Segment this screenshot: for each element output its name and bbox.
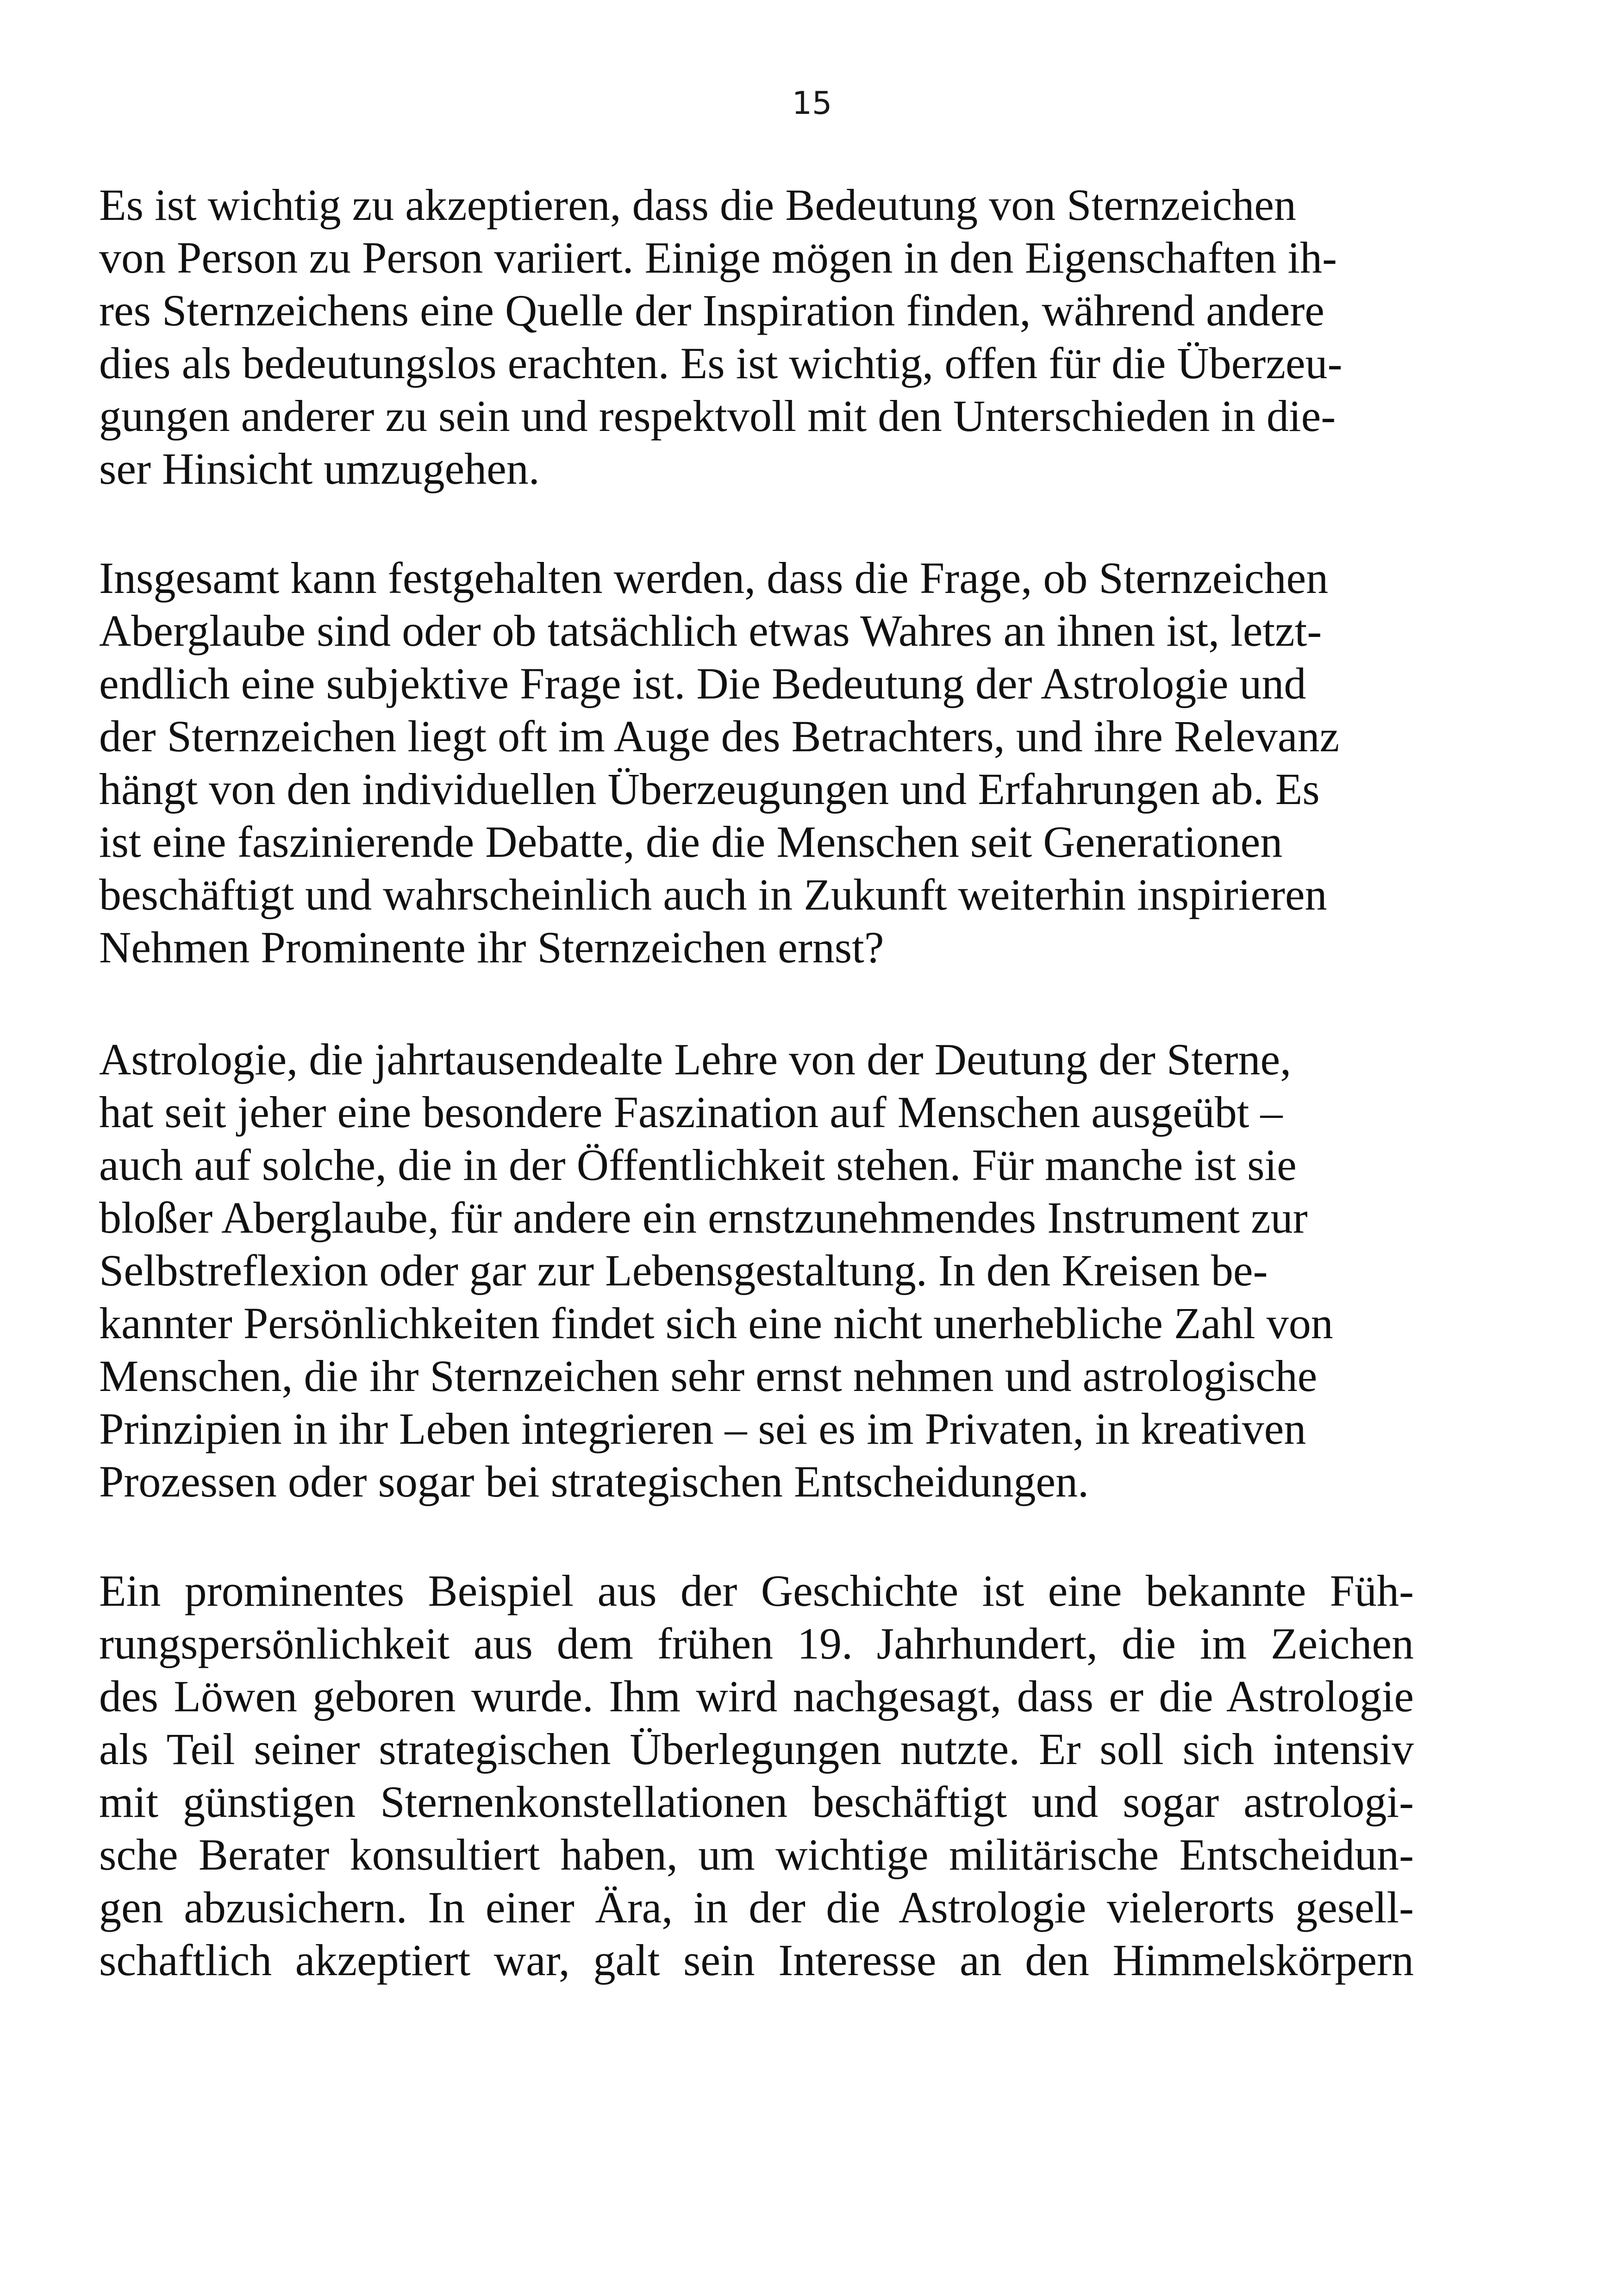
paragraph-3 (99, 1033, 1414, 1508)
text-line: Selbstreflexion oder gar zur Lebensgestaltung. In den Kreisen be- (99, 1246, 1268, 1295)
text-line: der Sternzeichen liegt oft im Auge des Betrachters, und ihre Relevanz (99, 711, 1340, 761)
text-line: beschäftigt und wahrscheinlich auch in Zukunft weiterhin inspirieren (99, 870, 1327, 919)
text-line: Menschen, die ihr Sternzeichen sehr ernst nehmen und astrologische (99, 1351, 1318, 1401)
paragraph-2 (99, 552, 1414, 974)
text-line: von Person zu Person variiert. Einige mögen in den Eigenschaften ih- (99, 233, 1337, 282)
page-number: 15 (792, 85, 832, 122)
text-line: bloßer Aberglaube, für andere ein ernstzunehmendes Instrument zur (99, 1193, 1308, 1242)
text-line: kannter Persönlichkeiten findet sich eine nicht unerhebliche Zahl von (99, 1298, 1333, 1348)
text-line: rungspersönlichkeit aus dem frühen 19. Jahrhundert, die im Zeichen (99, 1619, 1414, 1668)
text-line: Nehmen Prominente ihr Sternzeichen ernst? (99, 923, 884, 972)
text-line: Es ist wichtig zu akzeptieren, dass die Bedeutung von Sternzeichen (99, 180, 1296, 230)
text-line: Prozessen oder sogar bei strategischen Entscheidungen. (99, 1457, 1089, 1506)
text-line: sche Berater konsultiert haben, um wichtige militärische Entscheidun- (99, 1830, 1414, 1879)
text-line: schaftlich akzeptiert war, galt sein Interesse an den Himmelskörpern (99, 1935, 1414, 1985)
text-line: endlich eine subjektive Frage ist. Die Bedeutung der Astrologie und (99, 659, 1306, 708)
paragraph-4 (99, 1565, 1414, 1987)
text-line: gen abzusichern. In einer Ära, in der die Astrologie vielerorts gesell- (99, 1883, 1414, 1932)
text-line: Astrologie, die jahrtausendealte Lehre von der Deutung der Sterne, (99, 1035, 1292, 1084)
paragraph-1 (99, 179, 1414, 495)
text-line: dies als bedeutungslos erachten. Es ist wichtig, offen für die Überzeu- (99, 338, 1343, 388)
text-line: res Sternzeichens eine Quelle der Inspiration finden, während andere (99, 286, 1324, 335)
text-line: als Teil seiner strategischen Überlegungen nutzte. Er soll sich intensiv (99, 1724, 1414, 1774)
text-line: ist eine faszinierende Debatte, die die Menschen seit Generationen (99, 817, 1283, 867)
text-line: auch auf solche, die in der Öffentlichkeit stehen. Für manche ist sie (99, 1140, 1297, 1190)
text-line: des Löwen geboren wurde. Ihm wird nachgesagt, dass er die Astrologie (99, 1671, 1414, 1721)
text-line: hängt von den individuellen Überzeugungen und Erfahrungen ab. Es (99, 764, 1320, 814)
text-line: ser Hinsicht umzugehen. (99, 444, 540, 493)
text-line: Ein prominentes Beispiel aus der Geschichte ist eine bekannte Füh- (99, 1566, 1414, 1615)
text-line: Prinzipien in ihr Leben integrieren – sei es im Privaten, in kreativen (99, 1404, 1306, 1453)
text-line: Aberglaube sind oder ob tatsächlich etwas Wahres an ihnen ist, letzt- (99, 606, 1322, 655)
text-line: hat seit jeher eine besondere Faszination auf Menschen ausgeübt – (99, 1087, 1283, 1137)
text-line: mit günstigen Sternenkonstellationen beschäftigt und sogar astrologi- (99, 1777, 1414, 1827)
text-line: Insgesamt kann festgehalten werden, dass die Frage, ob Sternzeichen (99, 553, 1329, 603)
text-line: gungen anderer zu sein und respektvoll mit den Unterschieden in die- (99, 391, 1336, 441)
